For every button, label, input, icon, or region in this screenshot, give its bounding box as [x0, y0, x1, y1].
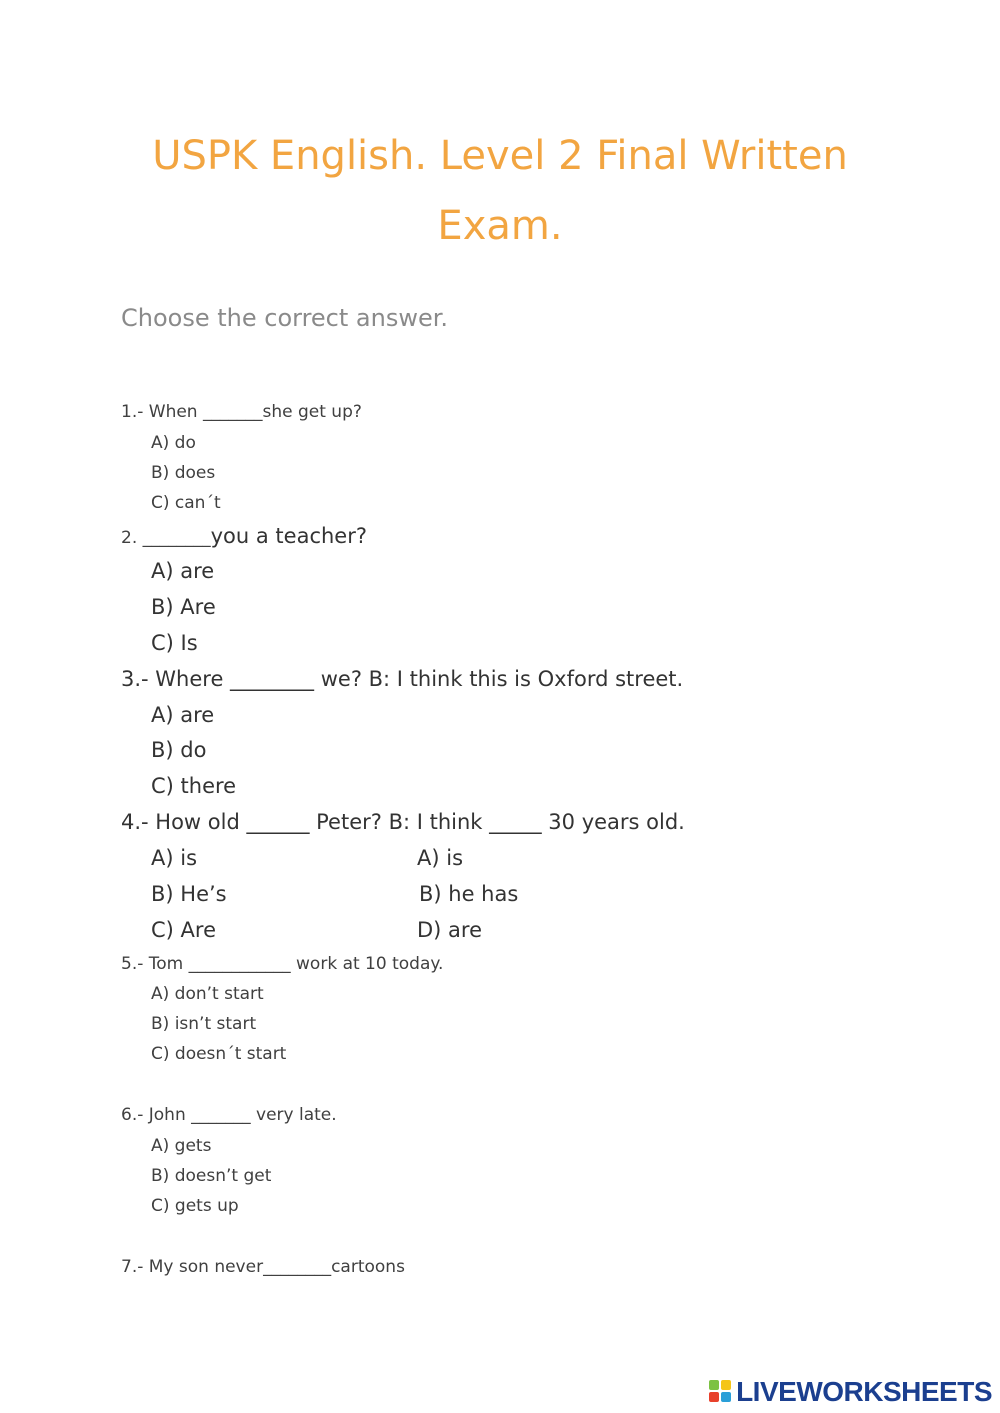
question-7: 7.- My son never________cartoons: [121, 1257, 405, 1277]
question-5-option-a[interactable]: A) don’t start: [151, 984, 264, 1004]
question-3-option-b[interactable]: B) do: [151, 738, 207, 762]
liveworksheets-wordmark: LIVEWORKSHEETS: [736, 1376, 992, 1407]
liveworksheets-logo: [709, 1376, 992, 1408]
question-6-option-c[interactable]: C) gets up: [151, 1196, 239, 1216]
question-4-left-option-a[interactable]: A) is: [151, 846, 198, 870]
question-2-text: you a teacher?: [210, 524, 368, 548]
question-6-option-b[interactable]: B) doesn’t get: [151, 1166, 272, 1186]
question-4-left-option-c[interactable]: C) Are: [151, 918, 216, 942]
question-5-option-c[interactable]: C) doesn´t start: [151, 1044, 287, 1064]
question-6: 6.- John _______ very late.: [121, 1105, 337, 1125]
question-5: 5.- Tom ____________ work at 10 today.: [121, 954, 444, 974]
question-5-option-b[interactable]: B) isn’t start: [151, 1014, 257, 1034]
question-6-option-a[interactable]: A) gets: [151, 1136, 212, 1156]
question-3: 3.- Where ________ we? B: I think this is Oxford street.: [121, 667, 684, 691]
question-2-option-a[interactable]: A) are: [151, 559, 215, 583]
question-4-right-option-d[interactable]: D) are: [417, 918, 482, 942]
question-4: 4.- How old ______ Peter? B: I think _____ 30 years old.: [121, 810, 685, 834]
instruction: Choose the correct answer.: [121, 304, 449, 332]
question-4-right-option-b[interactable]: B) he has: [419, 882, 519, 906]
question-1-option-a[interactable]: A) do: [151, 433, 196, 453]
question-3-option-a[interactable]: A) are: [151, 703, 215, 727]
question-4-right-option-a[interactable]: A) is: [417, 846, 464, 870]
question-2-option-b[interactable]: B) Are: [151, 595, 216, 619]
question-4-left-option-b[interactable]: B) He’s: [151, 882, 227, 906]
page-title: USPK English. Level 2 Final Written: [152, 133, 848, 179]
liveworksheets-mark-icon: [709, 1380, 733, 1404]
question-1-option-b[interactable]: B) does: [151, 463, 216, 483]
question-2-number: 2. ________: [121, 528, 211, 548]
question-1: 1.- When _______she get up?: [121, 402, 362, 422]
question-2: [121, 524, 367, 548]
question-1-option-c[interactable]: C) can´t: [151, 493, 221, 513]
page-title-line-2: Exam.: [437, 203, 563, 249]
question-3-option-c[interactable]: C) there: [151, 774, 237, 798]
question-2-option-c[interactable]: C) Is: [151, 631, 198, 655]
